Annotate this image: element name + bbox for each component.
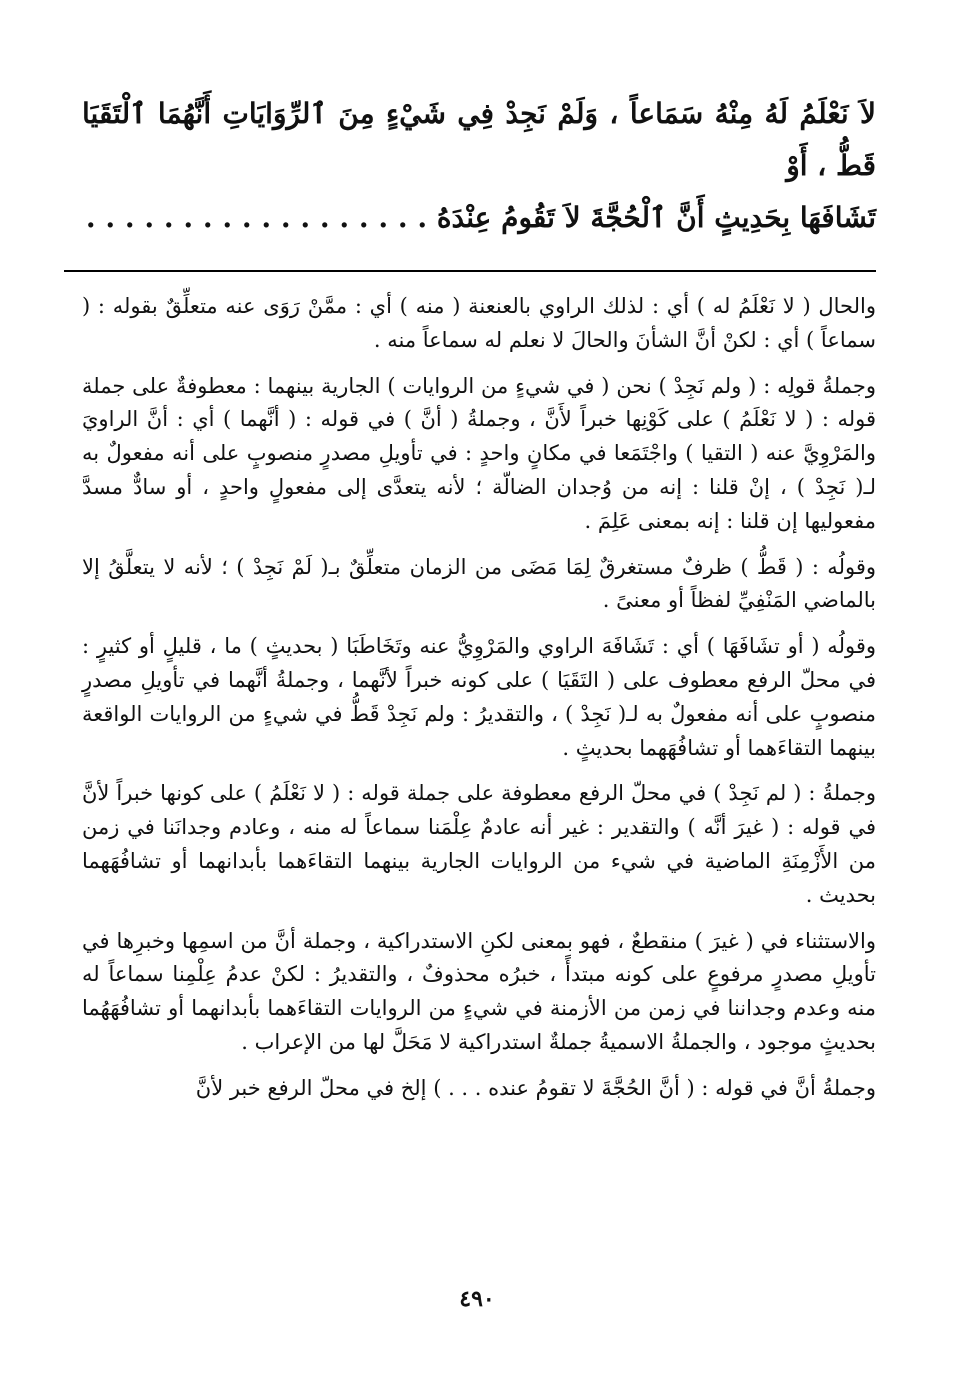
commentary-paragraph: وقولُه ( أو تشَافَهَا ) أي : تَشَافَهَ الراوي والمَرْوِيُّ عنه وتَخَاطَبَا ( بحديثٍ ) ما ، قليلٍ أو كثيرٍ : في محلّ الرفع معطوف على ( التَقَيَا ) على كونه خبراً لأنَّهما ، وجملةُ أنَّهما في تأويلِ مصدرٍ منصوبٍ على أنه مفعولٌ به لـ( نَجِدْ ) ، والتقديرُ : ولم نَجِدْ قَطُّ في شيءٍ من الروايات الواقعة بينهما التقاءَهما أو تشافُهَهما بحديثٍ . — [82, 634, 876, 760]
matn-text — [82, 88, 876, 244]
commentary-paragraph: وجملةُ أنَّ في قوله : ( أنَّ الحُجَّةَ لا تقومُ عنده . . . ) إلخ في محلّ الرفع خبر لأنَّ — [195, 1075, 876, 1100]
page-number: ٤٩٠ — [459, 1286, 495, 1312]
matn-line: لاَ نَعْلَمُ لَهُ مِنْهُ سَمَاعاً ، وَلَمْ نَجِدْ فِي شَيْءٍ مِنَ ٱلرِّوَايَاتِ أَنَّهُمَا ٱلْتَقَيَا قَطُّ ، أَوْ — [82, 97, 876, 182]
commentary-paragraph: والاستثناء في ( غيرَ ) منقطعٌ ، فهو بمعنى لكنِ الاستدراكية ، وجملة أنَّ من اسمِها وخبرِها في تأويلِ مصدرٍ مرفوعٍ على كونه مبتدأً ، خبرُه محذوفٌ ، والتقديرُ : لكنْ عدمُ عِلْمِنا سماعاً له منه وعدم وجداننا في زمن من الأزمنة في شيءٍ من الروايات التقاءَهما بأبدانهما أو تشافُهَهُما بحديثٍ موجود ، والجملةُ الاسميةُ جملةٌ استدراكية لا مَحَلَّ لها من الإعراب . — [82, 928, 876, 1054]
commentary-paragraph: وقولُه : ( قَطُّ ) ظرفٌ مستغرقٌ لِمَا مَضَى من الزمان متعلِّقٌ بـ( لَمْ نَجِدْ ) ؛ لأنه لا يتعلَّقُ إلا بالماضي المَنْفِيِّ لفظاً أو معنىً . — [82, 554, 876, 613]
matn-line: تَشَافَهَا بِحَدِيثٍ أَنَّ ٱلْحُجَّةَ لاَ تَقُومُ عِنْدَهُ . . . . . . . . . . . . . . . . . . — [85, 201, 876, 234]
separator-rule — [64, 270, 876, 272]
commentary-paragraph: والحال ( لا نَعْلَمُ له ) أي : لذلك الراوي بالعنعنة ( منه ) أي : ممَّنْ رَوَى عنه متعلِّقٌ بقوله : ( سماعاً ) أي : لكنْ أنَّ الشأنَ والحالَ لا نعلم له سماعاً منه . — [82, 294, 876, 352]
commentary-text — [82, 290, 876, 1106]
commentary-paragraph: وجملةُ : ( لم نَجِدْ ) في محلّ الرفع معطوفة على جملة قوله : ( لا نَعْلَمُ ) على كونها خبراً لأنَّ في قوله : ( غيرَ أنَّه ) والتقدير : غير أنه عادمٌ عِلْمَنا سماعاً له منه ، وعادم وجدانَنا في زمن من الأَزْمِنَةِ الماضية في شيء من الروايات الجارية بينهما التقاءَهما بأبدانهما أو تشافُهَهما بحديث . — [82, 781, 876, 907]
commentary-paragraph: وجملةُ قولِه : ( ولم نَجِدْ ) نحن ( في شيءٍ من الروايات ) الجارية بينهما : معطوفةٌ على جملة قوله : ( لا نَعْلَمُ ) على كَوْنِها خبراً لأَنَّ ، وجملةُ ( أنَّ ) في قوله : ( أنَّهما ) أي : أنَّ الراويَ والمَرْوِيَّ عنه ( التقيا ) واجْتَمَعا في مكانٍ واحدٍ : في تأويلِ مصدرٍ منصوبٍ على أنه مفعولٌ به لـ( نَجِدْ ) ، إنْ قلنا : إنه من وُجدان الضالّة ؛ لأنه يتعدَّى إلى مفعولٍ واحدٍ ، أو سادٌّ مسدَّ مفعوليها إن قلنا : إنه بمعنى عَلِمَ . — [82, 373, 876, 533]
